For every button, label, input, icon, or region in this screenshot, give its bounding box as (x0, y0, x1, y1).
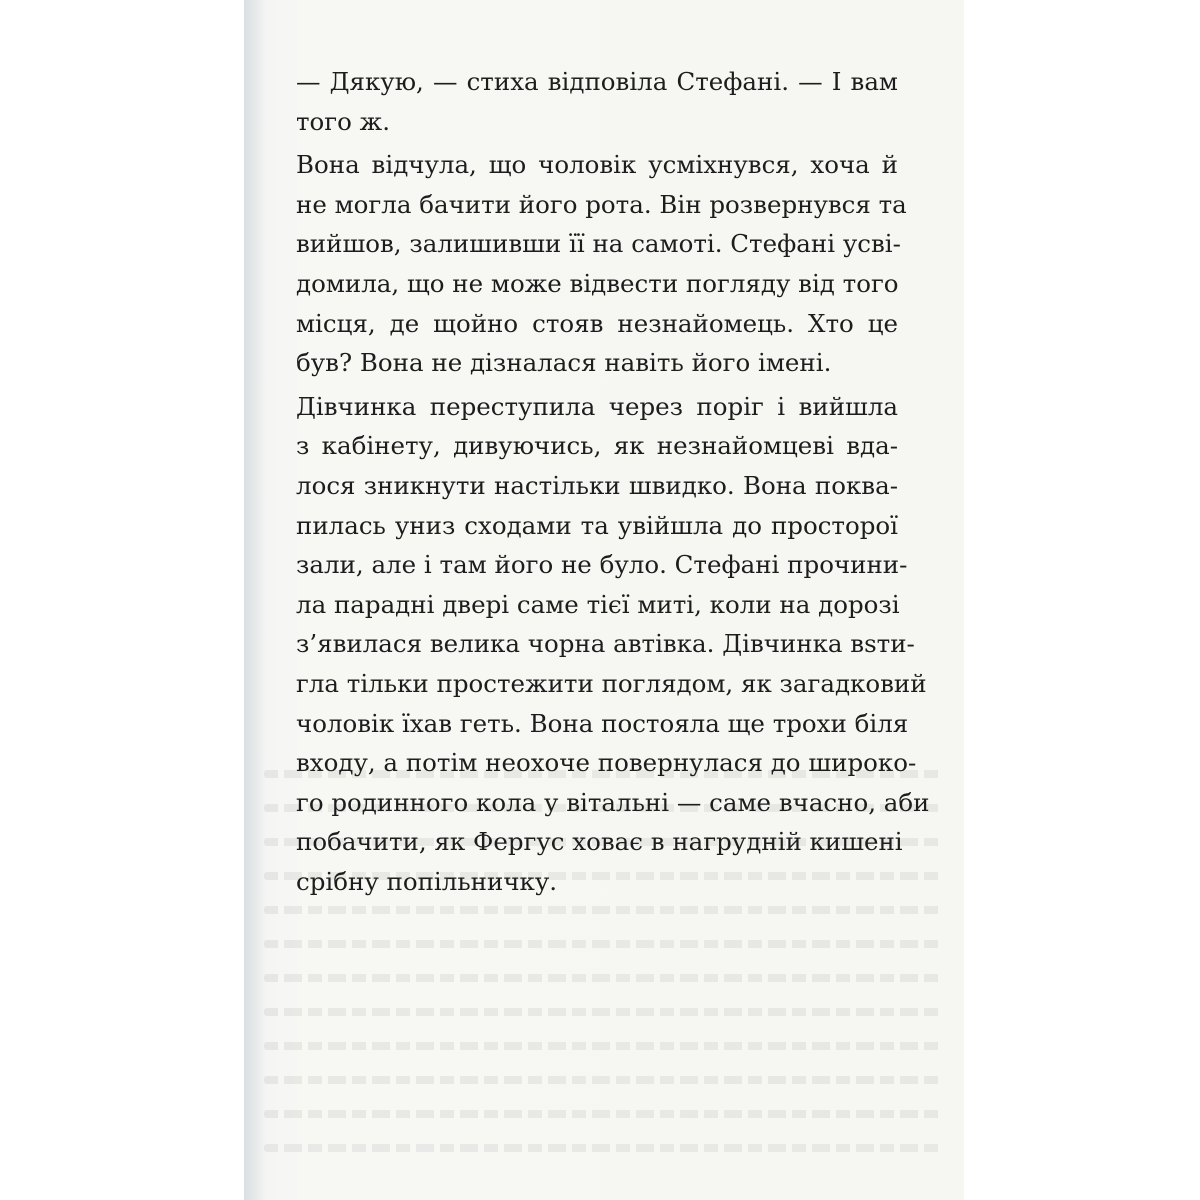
text-line: того ж. (296, 106, 391, 136)
text-line: лося зникнути настільки швидко. Вона поква- (296, 470, 898, 500)
text-line: побачити, як Фергус ховає в нагрудній кишені (296, 827, 903, 857)
text-line: місця, де щойно стояв незнайомець. Хто це (296, 308, 898, 338)
text-line: ла парадні двері саме тієї миті, коли на дорозі (296, 589, 900, 619)
paragraph-3 (296, 387, 930, 902)
page-gutter-shadow (244, 0, 266, 1200)
book-page (244, 0, 964, 1200)
text-line: входу, а потім неохоче повернулася до широко- (296, 748, 917, 778)
text-line: вийшов, залишивши її на самоті. Стефані усві- (296, 229, 901, 259)
text-line: Дівчинка переступила через поріг і вийшла (296, 391, 898, 421)
text-line: го родинного кола у вітальні — саме вчасно, аби (296, 787, 930, 817)
text-line: був? Вона не дізналася навіть його імені. (296, 348, 832, 378)
text-line: зали, але і там його не було. Стефані прочини- (296, 550, 908, 580)
text-line: чоловік їхав геть. Вона постояла ще трохи біля (296, 708, 909, 738)
text-line: срібну попільничку. (296, 866, 558, 896)
text-line: пилась униз сходами та увійшла до просторої (296, 510, 898, 540)
text-line: з’явилася велика чорна автівка. Дівчинка вsти- (296, 629, 915, 659)
body-text (296, 62, 930, 901)
text-line: гла тільки простежити поглядом, як загадковий (296, 668, 927, 698)
text-line: з кабінету, дивуючись, як незнайомцеві вда- (296, 431, 898, 461)
text-line: Вона відчула, що чоловік усміхнувся, хоча й (296, 150, 898, 180)
paragraph-2 (296, 145, 907, 383)
paragraph-1 (296, 62, 898, 141)
text-line: — Дякую, — стиха відповіла Стефані. — І вам (296, 67, 898, 96)
text-line: домила, що не може відвести погляду від того (296, 268, 899, 298)
text-line: не могла бачити його рота. Він розвернувся та (296, 189, 907, 219)
